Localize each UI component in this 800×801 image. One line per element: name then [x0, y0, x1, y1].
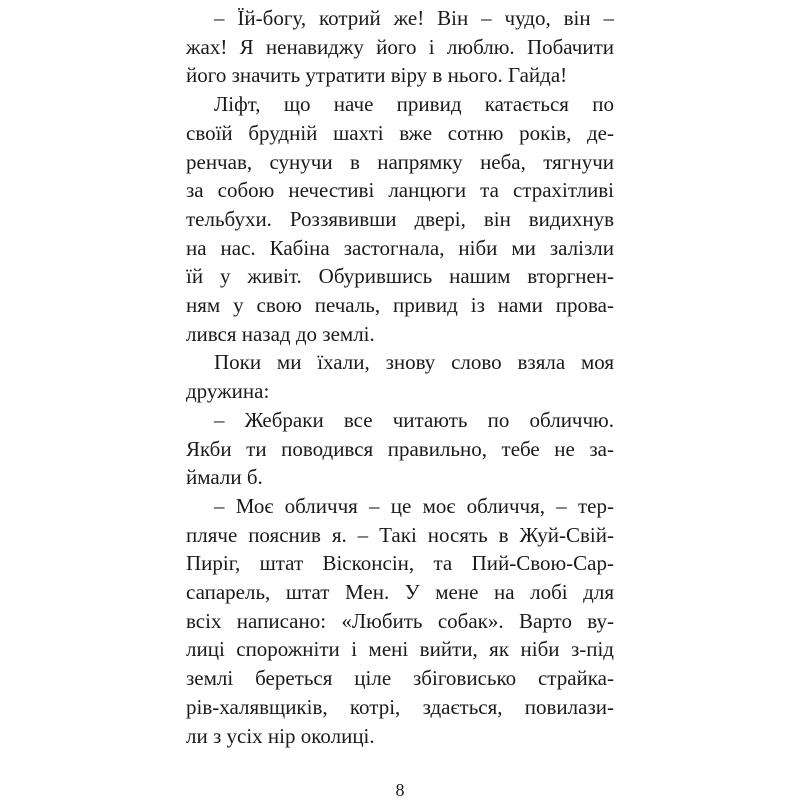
text-line: – Їй-богу, котрий же! Він – чудо, він – — [214, 6, 614, 30]
page-number: 8 — [395, 780, 405, 800]
text-line: лиці спорожніти і мені вийти, як ніби з-під — [186, 637, 614, 662]
text-line: своїй брудній шахті вже сотню років, де- — [186, 120, 614, 145]
text-line: всіх написано: «Любить собак». Варто ву- — [186, 608, 614, 633]
text-line: на нас. Кабіна застогнала, ніби ми залізли — [186, 235, 614, 260]
text-line: дружина: — [186, 379, 270, 404]
text-line: ймали б. — [186, 465, 263, 490]
text-line: – Моє обличчя – це моє обличчя, – тер- — [214, 493, 614, 518]
text-line: жах! Я ненавиджу його і люблю. Побачити — [186, 34, 614, 59]
text-line: ренчав, сунучи в напрямку неба, тягнучи — [186, 149, 614, 174]
text-line: Якби ти поводився правильно, тебе не за- — [186, 436, 614, 461]
text-line: землі береться ціле збіговисько страйка- — [186, 666, 614, 691]
text-line: Пиріг, штат Вісконсін, та Пий-Свою-Сар- — [186, 551, 614, 576]
text-line: ням у свою печаль, привид із нами прова- — [186, 293, 614, 317]
text-line: рів-халявщиків, котрі, здається, повилази- — [186, 694, 614, 719]
text-line: ли з усіх нір околиці. — [186, 723, 375, 748]
text-line: Поки ми їхали, знову слово взяла моя — [214, 350, 614, 375]
text-line: за собою нечестиві ланцюги та страхітливі — [186, 178, 614, 203]
text-line: сапарель, штат Мен. У мене на лобі для — [186, 580, 614, 604]
text-line: їй у живіт. Обурившись нашим вторгнен- — [186, 264, 614, 289]
text-line: лився назад до землі. — [186, 321, 375, 346]
text-line: його значить утратити віру в нього. Гайда! — [186, 63, 568, 88]
text-line: – Жебраки все читають по обличчю. — [214, 407, 614, 432]
text-line: тельбухи. Роззявивши двері, він видихнув — [186, 206, 614, 231]
text-line: Ліфт, що наче привид катається по — [214, 92, 614, 117]
text-line: пляче пояснив я. – Такі носять в Жуй-Свій- — [186, 522, 614, 547]
